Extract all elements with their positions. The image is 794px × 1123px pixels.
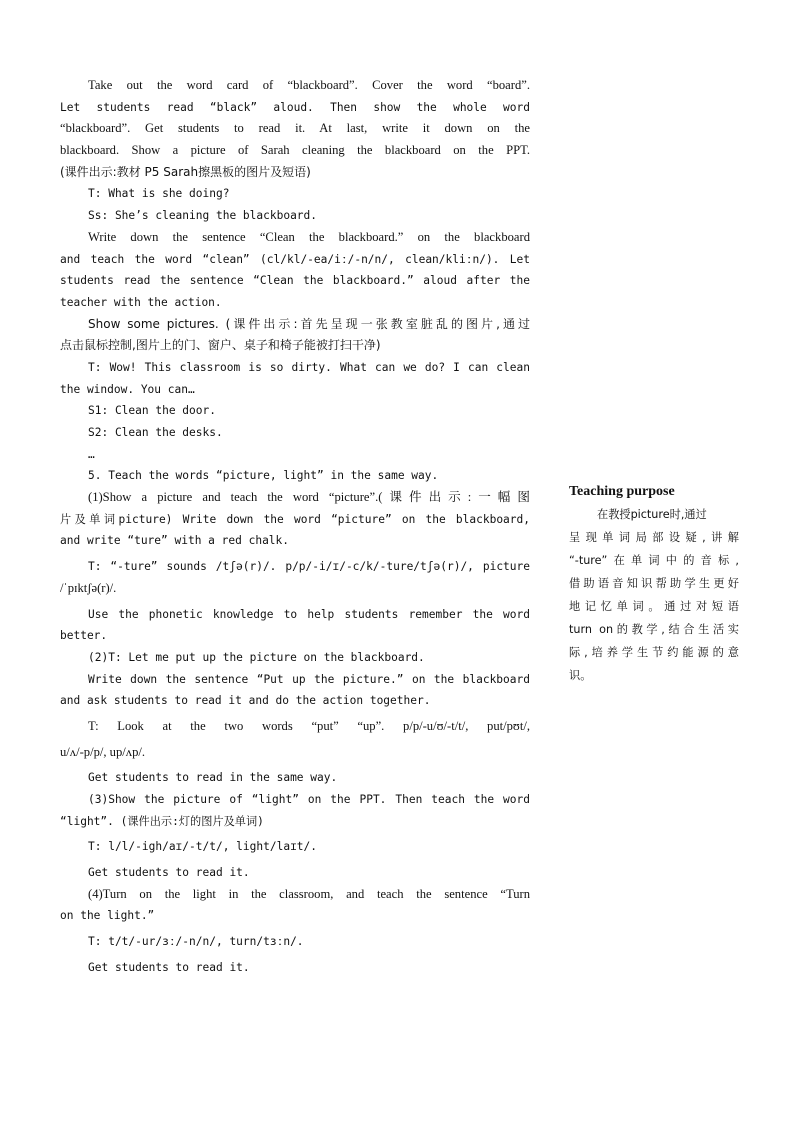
paragraph-line: “light”. (课件出示:灯的图片及单词) xyxy=(60,814,264,828)
paragraph-line: 片及单词picture) Write down the word “picture” on the blackboard, xyxy=(60,512,530,526)
paragraph-line: Get students to read it. xyxy=(88,866,250,880)
paragraph-line: Get students to read in the same way. xyxy=(88,771,338,785)
dialogue-line: Ss: She’s cleaning the blackboard. xyxy=(88,209,318,223)
purpose-line: 借助语音知识帮助学生更好 xyxy=(569,577,739,590)
dialogue-line: the window. You can… xyxy=(60,382,195,396)
teaching-purpose-heading: Teaching purpose xyxy=(569,484,675,499)
paragraph-line: Write down the sentence “Put up the picture.” on the blackboard xyxy=(88,672,530,686)
phonics-line: T: “-ture” sounds /tʃə(r)/. p/p/-i/ɪ/-c/k/-ture/tʃə(r)/, picture xyxy=(88,560,530,574)
paragraph-line: blackboard. Show a picture of Sarah cleaning the blackboard on the PPT. xyxy=(60,143,530,158)
ellipsis-line: … xyxy=(88,447,95,461)
courseware-note: 点击鼠标控制,图片上的门、窗户、桌子和椅子能被打扫干净) xyxy=(60,338,381,353)
paragraph-line: “blackboard”. Get students to read it. At last, write it down on the xyxy=(60,121,530,136)
teaching-purpose-note xyxy=(569,483,739,687)
paragraph-line: teacher with the action. xyxy=(60,295,222,309)
paragraph-line: and write “ture” with a red chalk. xyxy=(60,534,290,548)
purpose-line: turn on的教学,结合生活实 xyxy=(569,623,739,636)
paragraph-line: Write down the sentence “Clean the blackboard.” on the blackboard xyxy=(88,229,530,244)
courseware-note: (课件出示:教材 P5 Sarah擦黑板的图片及短语) xyxy=(60,164,311,179)
phonics-line: T: Look at the two words “put” “up”. p/p/-u/ʊ/-t/t/, put/pʊt/, xyxy=(88,718,530,733)
paragraph-line: Get students to read it. xyxy=(88,960,250,974)
purpose-line: 地记忆单词。通过对短语 xyxy=(569,600,739,613)
step-heading: 5. Teach the words “picture, light” in the same way. xyxy=(88,469,439,483)
phonics-line: /ˈpɪktʃə(r)/. xyxy=(60,580,117,595)
paragraph-line: on the light.” xyxy=(60,909,155,923)
purpose-line: 识。 xyxy=(569,669,592,682)
paragraph-line: Take out the word card of “blackboard”. Cover the word “board”. xyxy=(88,78,530,92)
dialogue-line: (2)T: Let me put up the picture on the blackboard. xyxy=(88,650,425,664)
dialogue-line: S1: Clean the door. xyxy=(88,404,216,418)
dialogue-line: T: What is she doing? xyxy=(88,187,230,201)
paragraph-line: (4)Turn on the light in the classroom, and teach the sentence “Turn xyxy=(88,886,530,901)
phonics-line: T: l/l/-igh/aɪ/-t/t/, light/laɪt/. xyxy=(88,840,318,854)
purpose-line: 呈现单词局部设疑,讲解 xyxy=(569,531,739,544)
phonics-line: T: t/t/-ur/ɜː/-n/n/, turn/tɜːn/. xyxy=(88,935,304,949)
paragraph-line: students read the sentence “Clean the blackboard.” aloud after the xyxy=(60,274,530,288)
paragraph-line: (3)Show the picture of “light” on the PPT. Then teach the word xyxy=(88,793,530,806)
purpose-line: 际,培养学生节约能源的意 xyxy=(569,646,739,659)
paragraph-line: and teach the word “clean” (cl/kl/-ea/iː/-n/n/, clean/kliːn/). Let xyxy=(60,252,530,266)
purpose-line: “-ture”在单词中的音标, xyxy=(569,554,739,567)
paragraph-line: Use the phonetic knowledge to help students remember the word xyxy=(88,607,530,621)
paragraph-line: and ask students to read it and do the action together. xyxy=(60,694,431,708)
paragraph-line: better. xyxy=(60,629,108,643)
lesson-body xyxy=(60,75,530,979)
paragraph-line: Let students read “black” aloud. Then show the whole word xyxy=(60,100,530,114)
phonics-line: u/ʌ/-p/p/, up/ʌp/. xyxy=(60,744,146,759)
purpose-line: 在教授picture时,通过 xyxy=(597,508,707,521)
paragraph-line: (1)Show a picture and teach the word “picture”.(课件出示:一幅图 xyxy=(88,490,530,505)
dialogue-line: T: Wow! This classroom is so dirty. What can we do? I can clean xyxy=(88,360,530,374)
paragraph-line: Show some pictures. (课件出示:首先呈现一张教室脏乱的图片,通过 xyxy=(88,316,530,331)
dialogue-line: S2: Clean the desks. xyxy=(88,426,223,439)
